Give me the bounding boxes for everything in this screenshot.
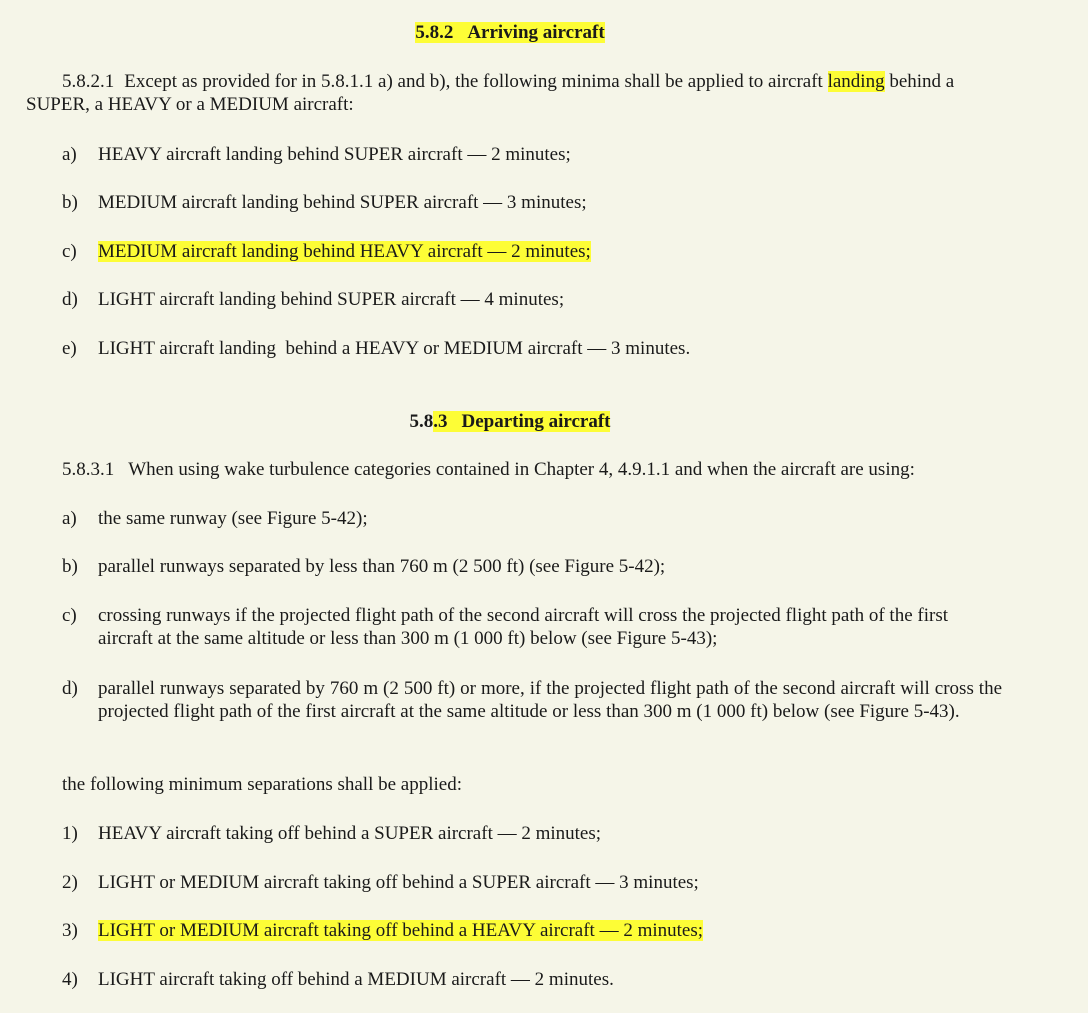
heading-number-highlighted: .3 (433, 411, 461, 432)
list-item-text: HEAVY aircraft taking off behind a SUPER aircraft — 2 minutes; (98, 823, 602, 844)
list-item-arriving-d (62, 288, 1002, 311)
list-item-label: c) (62, 241, 77, 262)
list-item-departing-c (62, 604, 1002, 650)
following-separations-text: the following minimum separations shall be applied: (62, 774, 462, 795)
heading-number-plain: 5.8 (409, 411, 434, 432)
heading-departing-aircraft (0, 410, 1020, 433)
list-item-label: b) (62, 556, 78, 577)
paragraph-5-8-3-1 (62, 458, 1022, 481)
list-item-text: parallel runways separated by 760 m (2 500 ft) or more, if the projected flight path of the second aircraft will cross the projected flight path of the first aircraft at the same altitude or less than 300 m (1 000 ft) below (see Figure 5-43). (98, 678, 1002, 722)
list-item-text: LIGHT aircraft landing behind a HEAVY or MEDIUM aircraft — 3 minutes. (98, 338, 691, 359)
list-item-departing-b (62, 555, 1002, 578)
list-item-minima-1 (62, 822, 1002, 845)
list-item-minima-3 (62, 919, 1002, 942)
list-item-text: the same runway (see Figure 5-42); (98, 508, 368, 529)
list-item-text: crossing runways if the projected flight path of the second aircraft will cross the projected flight path of the first aircraft at the same altitude or less than 300 m (1 000 ft) below (see Figure 5-43); (98, 605, 948, 649)
list-item-text: parallel runways separated by less than 760 m (2 500 ft) (see Figure 5-42); (98, 556, 666, 577)
paragraph-text: When using wake turbulence categories contained in Chapter 4, 4.9.1.1 and when the aircraft are using: (128, 459, 915, 480)
list-item-minima-4 (62, 968, 1002, 991)
list-item-text: LIGHT aircraft taking off behind a MEDIUM aircraft — 2 minutes. (98, 969, 614, 990)
list-item-label: d) (62, 289, 78, 310)
list-item-label: a) (62, 144, 77, 165)
list-item-arriving-a (62, 143, 1002, 166)
list-item-label: 4) (62, 969, 78, 990)
heading-title: Departing aircraft (461, 411, 611, 432)
list-item-departing-d (62, 677, 1002, 723)
highlighted-word-landing: landing (827, 71, 885, 92)
paragraph-number: 5.8.3.1 (62, 459, 115, 480)
list-item-label: 1) (62, 823, 78, 844)
list-item-text: LIGHT or MEDIUM aircraft taking off behind a SUPER aircraft — 3 minutes; (98, 872, 699, 893)
list-item-arriving-b (62, 191, 1002, 214)
list-item-text: LIGHT aircraft landing behind SUPER aircraft — 4 minutes; (98, 289, 565, 310)
list-item-departing-a (62, 507, 1002, 530)
list-item-text-highlighted: LIGHT or MEDIUM aircraft taking off behind a HEAVY aircraft — 2 minutes; (98, 920, 704, 941)
list-item-label: e) (62, 338, 77, 359)
heading-title: Arriving aircraft (467, 22, 605, 43)
list-item-arriving-e (62, 337, 1002, 360)
paragraph-text-before: Except as provided for in 5.8.1.1 a) and b), the following minima shall be applied to aircraft (124, 71, 828, 92)
list-item-label: d) (62, 678, 78, 699)
paragraph-number: 5.8.2.1 (62, 71, 115, 92)
list-item-text-highlighted: MEDIUM aircraft landing behind HEAVY aircraft — 2 minutes; (98, 241, 591, 262)
list-item-label: c) (62, 605, 77, 626)
paragraph-5-8-2-1 (26, 70, 1016, 116)
list-item-label: 2) (62, 872, 78, 893)
list-item-label: 3) (62, 920, 78, 941)
list-item-label: b) (62, 192, 78, 213)
paragraph-text-after: behind a SUPER, a HEAVY or a MEDIUM aircraft: (26, 71, 955, 115)
list-item-arriving-c (62, 240, 1002, 263)
list-item-text: MEDIUM aircraft landing behind SUPER aircraft — 3 minutes; (98, 192, 587, 213)
list-item-label: a) (62, 508, 77, 529)
list-item-text: HEAVY aircraft landing behind SUPER aircraft — 2 minutes; (98, 144, 571, 165)
list-item-minima-2 (62, 871, 1002, 894)
heading-number: 5.8.2 (415, 22, 454, 43)
heading-arriving-aircraft (0, 21, 1020, 44)
